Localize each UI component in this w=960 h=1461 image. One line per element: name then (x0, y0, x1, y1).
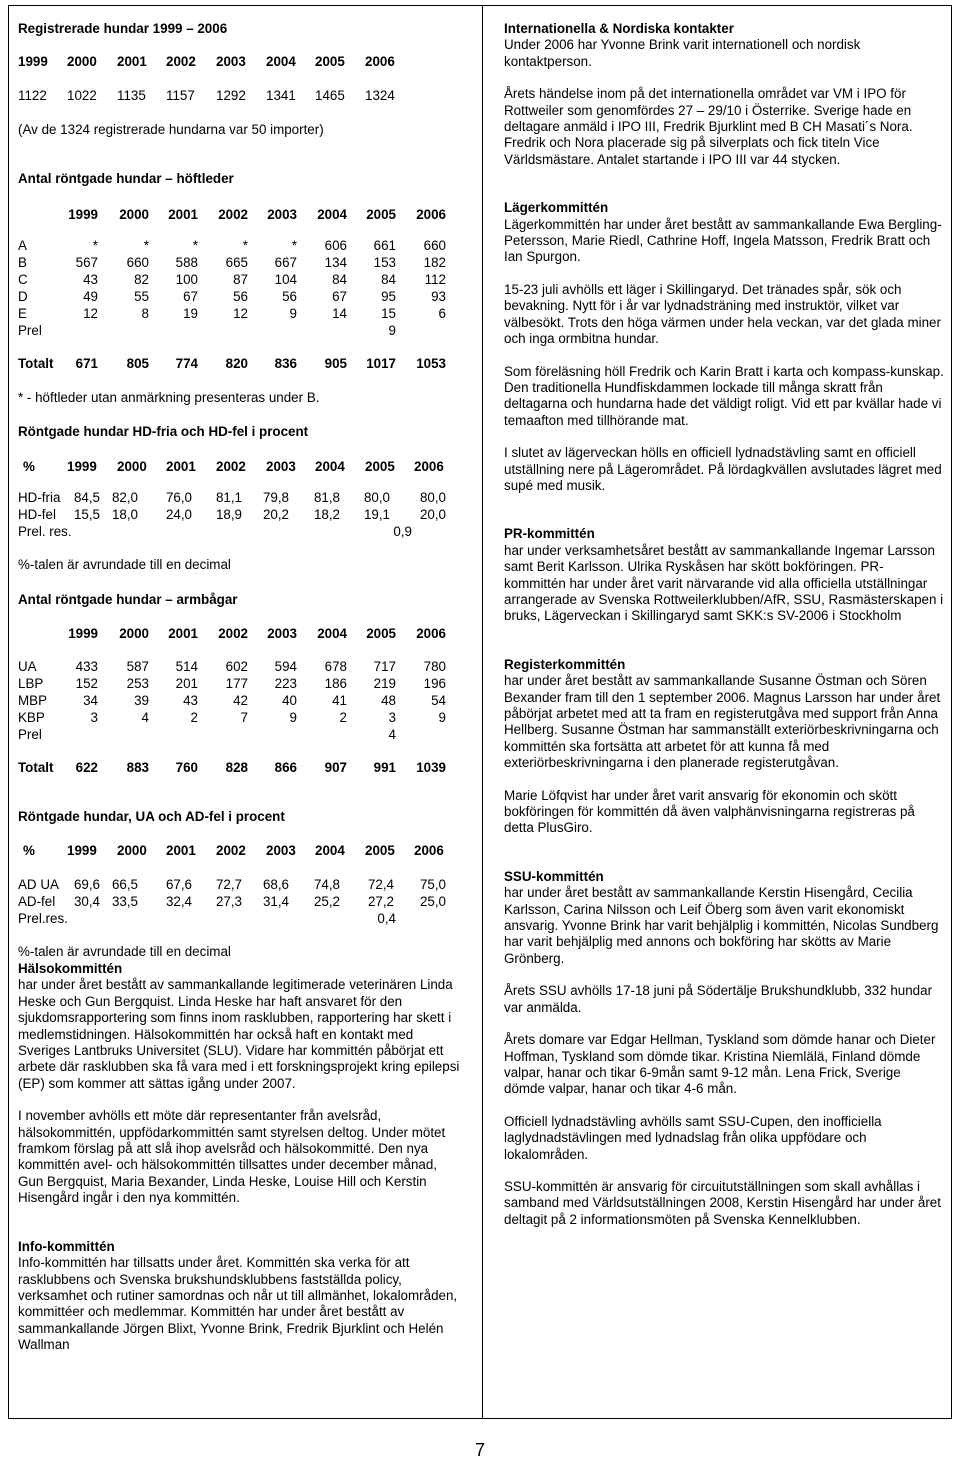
elbow-cell: 594 (274, 659, 297, 674)
info-title: Info-kommittén (18, 1238, 115, 1254)
hd-header-cell: 2000 (117, 459, 147, 474)
hip-footnote: * - höftleder utan anmärkning presenteras under B. (18, 390, 320, 405)
hip-cell: 14 (332, 306, 347, 321)
hip-cell: 661 (373, 238, 396, 253)
ad-cell: 31,4 (262, 894, 289, 909)
elbow-year-header: 2000 (119, 626, 149, 641)
hip-year-header: 1999 (68, 207, 98, 222)
hd-cell: 80,0 (419, 490, 446, 505)
elbow-total-cell: 866 (274, 760, 297, 775)
hd-cell: 18,0 (111, 507, 138, 522)
hip-cell: 100 (175, 272, 198, 287)
reg-year-cell: 2002 (166, 54, 196, 69)
elbow-cell: 433 (75, 659, 98, 674)
elbow-cell: 196 (423, 676, 446, 691)
ad-cell: 67,6 (165, 877, 192, 892)
hip-cell: 87 (233, 272, 248, 287)
reg-title: Registrerade hundar 1999 – 2006 (18, 21, 228, 36)
hip-cell: 134 (324, 255, 347, 270)
elbow-cell: 2 (190, 710, 198, 725)
page-number: 7 (474, 1440, 485, 1460)
elbow-cell: 54 (431, 693, 446, 708)
ad-cell: 25,0 (419, 894, 446, 909)
hip-cell: 82 (134, 272, 149, 287)
hip-cell: 660 (126, 255, 149, 270)
reg-year-cell: 2004 (266, 54, 296, 69)
ad-cell: 66,5 (111, 877, 138, 892)
lager-paragraph-2: 15-23 juli avhölls ett läger i Skillingaryd. Det tränades spår, sök och bevakning. Nytt för i år var lydnadsträning med instruktör, vilket var välbesökt. Trots den höga värmen under hela veckan, var det glada miner och inga ormbitna hundar. (504, 281, 941, 347)
ssu-paragraph-5: SSU-kommittén är ansvarig för circuitutställningen som skall avhållas i samband med Världsutställningen 2008, Kerstin Hisengård har under året deltagit på 2 informationsmöten på Svenska Kennelklubben. (504, 1178, 941, 1227)
hip-cell: * (192, 238, 198, 253)
lager-paragraph-3: Som föreläsning höll Fredrik och Karin Bratt i karta och kompass-kunskap. Den traditionella Hundfiskdammen lockade till många skratt från deltagarna och hundarna hade det väldigt roligt. Vid ett par kvällar hade vi temaafton med tillhörande mat. (504, 363, 944, 428)
elbow-cell: 602 (225, 659, 248, 674)
hd-cell: 0,9 (393, 524, 412, 539)
hip-cell: 84 (381, 272, 396, 287)
elbow-total-cell: 760 (175, 760, 198, 775)
ad-header-cell: 2004 (315, 843, 345, 858)
elbow-total-cell: 883 (126, 760, 149, 775)
hip-cell: 67 (332, 289, 347, 304)
elbow-title: Antal röntgade hundar – armbågar (18, 592, 238, 607)
hip-total-cell: 774 (175, 356, 198, 371)
elbow-year-header: 2006 (416, 626, 446, 641)
hip-cell: 55 (134, 289, 149, 304)
register-paragraph-2: Marie Löfqvist har under året varit ansvarig för ekonomin och skött bokföringen för kommittén då även valphänvisningarna registreras på detta PlusGiro. (504, 787, 915, 836)
hd-row-label: HD-fria (18, 490, 61, 505)
elbow-year-header: 1999 (68, 626, 98, 641)
hip-total-cell: 671 (75, 356, 98, 371)
elbow-year-header: 2005 (366, 626, 396, 641)
reg-note: (Av de 1324 registrerade hundarna var 50 importer) (18, 122, 324, 137)
reg-count-cell: 1465 (315, 88, 345, 103)
elbow-cell: 9 (438, 710, 446, 725)
hd-header-cell: 2001 (166, 459, 196, 474)
reg-year-cell: 2001 (117, 54, 147, 69)
elbow-cell: 186 (324, 676, 347, 691)
elbow-cell: 3 (388, 710, 396, 725)
elbow-cell: 201 (175, 676, 198, 691)
elbow-cell: 219 (373, 676, 396, 691)
reg-count-cell: 1324 (365, 88, 395, 103)
hip-cell: 660 (423, 238, 446, 253)
hip-cell: 606 (324, 238, 347, 253)
hip-cell: 67 (183, 289, 198, 304)
intl-title: Internationella & Nordiska kontakter (504, 21, 734, 36)
reg-count-cell: 1135 (117, 88, 146, 103)
hip-year-header: 2005 (366, 207, 396, 222)
hip-year-header: 2006 (416, 207, 446, 222)
pr-paragraph-1: har under verksamhetsåret bestått av sammankallande Ingemar Larsson samt Berit Karlsson. Ulrika Ryskåsen har skött bokföringen. PR-kommittén har under året varit närvarande vid alla officiella utställningar arrangerade av Svenska Rottweilerklubben/AfR, SSU, Rasmästerskapen i bruks, Lägerveckan i Skillingaryd samt SKK:s SV-2006 i Stockholm (504, 542, 944, 624)
reg-year-cell: 2000 (67, 54, 97, 69)
hip-cell: 95 (381, 289, 396, 304)
reg-year-cell: 1999 (18, 54, 48, 69)
hd-cell: 15,5 (73, 507, 100, 522)
hd-row-label: HD-fel (18, 507, 56, 522)
hd-cell: 18,2 (313, 507, 340, 522)
elbow-cell: 678 (324, 659, 347, 674)
elbow-cell: 43 (183, 693, 198, 708)
elbow-cell: 152 (75, 676, 98, 691)
elbow-year-header: 2002 (218, 626, 248, 641)
hd-header-cell: 2002 (216, 459, 246, 474)
ad-cell: 30,4 (73, 894, 100, 909)
hip-cell: * (291, 238, 297, 253)
left-text-column (18, 961, 466, 1354)
hip-cell: 665 (225, 255, 248, 270)
hip-row-label: A (18, 238, 27, 253)
ad-cell: 27,3 (215, 894, 242, 909)
elbow-cell: 48 (381, 693, 396, 708)
ssu-title: SSU-kommittén (504, 868, 604, 884)
elbow-total-cell: 991 (373, 760, 396, 775)
ad-cell: 72,4 (367, 877, 394, 892)
ad-row-label: AD UA (18, 877, 59, 892)
lager-paragraph-1: Lägerkommittén har under året bestått av sammankallande Ewa Bergling-Petersson, Marie Riedl, Cathrine Hoff, Ingela Matsson, Fredrik Bratt och Ian Spurgon. (504, 216, 942, 265)
ad-title: Röntgade hundar, UA och AD-fel i procent (18, 809, 285, 824)
hd-cell: 81,1 (215, 490, 242, 505)
elbow-total-cell: 622 (75, 760, 98, 775)
elbow-cell: 4 (141, 710, 149, 725)
reg-count-cell: 1122 (18, 88, 47, 103)
ad-header-cell: 2002 (216, 843, 246, 858)
hd-header-cell: % (23, 459, 35, 474)
hip-cell: 43 (83, 272, 98, 287)
ad-header-cell: 2006 (414, 843, 444, 858)
ad-cell: 0,4 (377, 911, 396, 926)
hd-cell: 24,0 (165, 507, 192, 522)
ad-cell: 32,4 (165, 894, 192, 909)
hip-cell: 8 (141, 306, 149, 321)
pr-title: PR-kommittén (504, 526, 595, 542)
hd-header-cell: 2006 (414, 459, 444, 474)
ad-cell: 69,6 (73, 877, 100, 892)
hip-cell: 12 (233, 306, 248, 321)
elbow-cell: 587 (126, 659, 149, 674)
hip-cell: 9 (388, 323, 396, 338)
hip-cell: 104 (274, 272, 297, 287)
hip-year-header: 2004 (317, 207, 347, 222)
hd-title: Röntgade hundar HD-fria och HD-fel i procent (18, 424, 309, 439)
elbow-cell: 223 (274, 676, 297, 691)
hd-cell: 84,5 (73, 490, 100, 505)
hd-cell: 82,0 (111, 490, 138, 505)
hd-cell: 81,8 (313, 490, 340, 505)
hip-row-label: D (18, 289, 28, 304)
hip-cell: 9 (289, 306, 297, 321)
hip-cell: 49 (83, 289, 98, 304)
hip-total-cell: 820 (225, 356, 248, 371)
hip-row-label: E (18, 306, 27, 321)
elbow-row-label: KBP (18, 710, 45, 725)
ad-header-cell: 1999 (67, 843, 97, 858)
hip-total-label: Totalt (18, 356, 54, 371)
halso-paragraph-2: I november avhölls ett möte där representanter från avelsråd, hälsokommittén, uppfödarkommittén samt styrelsen deltog. Under mötet framkom förslag på att slå ihop avelsråd och hälsokommitté. Den nya kommittén avel- och hälsokommittén tillsattes under december månad, Gun Bergquist, Maria Bexander, Linda Heske, Louise Hill och Kerstin Hisengård ingår i den nya kommittén. (18, 1108, 446, 1206)
hd-header-cell: 1999 (67, 459, 97, 474)
reg-year-cell: 2003 (216, 54, 246, 69)
hip-row-label: B (18, 255, 27, 270)
elbow-total-cell: 828 (225, 760, 248, 775)
hip-cell: 6 (438, 306, 446, 321)
elbow-cell: 42 (233, 693, 248, 708)
ad-row-label: AD-fel (18, 894, 56, 909)
ad-note: %-talen är avrundade till en decimal (18, 944, 231, 959)
reg-count-cell: 1157 (166, 88, 195, 103)
hip-title: Antal röntgade hundar – höftleder (18, 171, 234, 186)
ssu-paragraph-4: Officiell lydnadstävling avhölls samt SSU-Cupen, den inofficiella laglydnadstävlingen med lydnadslag från olika uppfödare och lokalområden. (504, 1113, 882, 1162)
elbow-cell: 177 (225, 676, 248, 691)
hip-cell: 588 (175, 255, 198, 270)
intl-paragraph-1: Under 2006 har Yvonne Brink varit internationell och nordisk kontaktperson. (504, 37, 861, 69)
elbow-year-header: 2003 (267, 626, 297, 641)
elbow-row-label: LBP (18, 676, 44, 691)
reg-year-cell: 2005 (315, 54, 345, 69)
hip-total-cell: 1053 (416, 356, 446, 371)
hip-cell: * (92, 238, 98, 253)
ad-cell: 25,2 (313, 894, 340, 909)
info-paragraph-1: Info-kommittén har tillsatts under året. Kommittén ska verka för att rasklubbens och Svenska brukshundsklubbens fastställda policy, verksamhet och rutiner samordnas och når ut till allmänhet, lokalområden, kommittéer och medlemmar. Kommittén har under året bestått av sammankallande Jörgen Blixt, Yvonne Brink, Fredrik Bjurklint och Helén Wallman (18, 1255, 458, 1353)
hd-cell: 80,0 (363, 490, 390, 505)
ssu-paragraph-1: har under året bestått av sammankallande Kerstin Hisengård, Cecilia Karlsson, Carina Nilsson och Leif Öberg som även varit ekonomiskt ansvarig. Yvonne Brink har varit behjälplig i kommittén, Nicolas Sundberg har varit behjälplig med annons och bokföring har skötts av Marie Grönberg. (504, 885, 939, 966)
ad-cell: 74,8 (313, 877, 340, 892)
elbow-cell: 4 (388, 727, 396, 742)
ssu-paragraph-2: Årets SSU avhölls 17-18 juni på Södertälje Brukshundklubb, 332 hundar var anmälda. (504, 983, 933, 1015)
hd-cell: 18,9 (215, 507, 242, 522)
hip-cell: 19 (183, 306, 198, 321)
elbow-cell: 7 (240, 710, 248, 725)
hd-cell: 76,0 (165, 490, 192, 505)
ad-cell: 33,5 (111, 894, 138, 909)
elbow-year-header: 2001 (168, 626, 198, 641)
reg-count-cell: 1292 (216, 88, 246, 103)
ad-cell: 68,6 (262, 877, 289, 892)
elbow-cell: 34 (83, 693, 98, 708)
hip-cell: 56 (233, 289, 248, 304)
hip-cell: 112 (424, 272, 446, 287)
elbow-total-cell: 907 (324, 760, 347, 775)
elbow-total-cell: 1039 (416, 760, 446, 775)
elbow-cell: 2 (339, 710, 347, 725)
hd-header-cell: 2005 (365, 459, 395, 474)
hip-cell: 93 (431, 289, 446, 304)
lager-paragraph-4: I slutet av lägerveckan hölls en officiell lydnadstävling samt en officiell utställning nere på Lägerområdet. På lördagkvällen avslutades lägret med supé med musik. (504, 445, 942, 493)
reg-count-cell: 1022 (67, 88, 97, 103)
halso-paragraph-1: har under året bestått av sammankallande legitimerade veterinären Linda Heske och Gun Bergquist. Linda Heske har haft ansvaret för den sjukdomsrapportering som finns inom rasklubben, rapportering har skett i medlemstidningen. Hälsokommittén har också haft en kontakt med Sveriges Lantbruks Universitet (SLU). Vidare har kommittén påbörjat ett arbete där rasklubben ska få vara med i ett forskningsprojekt kring epilepsi (EP) som kommer att sättas igång under 2007. (18, 977, 460, 1091)
ad-cell: 72,7 (215, 877, 242, 892)
hip-cell: 182 (423, 255, 446, 270)
hip-year-header: 2000 (119, 207, 149, 222)
reg-year-cell: 2006 (365, 54, 395, 69)
ad-header-cell: 2000 (117, 843, 147, 858)
hip-row-label: Prel (18, 323, 42, 338)
hip-year-header: 2002 (218, 207, 248, 222)
elbow-cell: 253 (126, 676, 149, 691)
right-text-column (504, 21, 944, 1228)
ssu-paragraph-3: Årets domare var Edgar Hellman, Tyskland som dömde hanar och Dieter Hoffman, Tyskland som dömde tikar. Kristina Niemlälä, Finland dömde valpar, hanar och tikar 6-9mån samt 9-12 mån. Lena Frick, Sverige dömde valpar, hanar och tikar 4-6 mån. (504, 1032, 936, 1097)
ad-header-cell: 2005 (365, 843, 395, 858)
ad-header-cell: 2003 (266, 843, 296, 858)
hip-cell: 15 (381, 306, 396, 321)
elbow-cell: 3 (90, 710, 98, 725)
hip-cell: 56 (282, 289, 297, 304)
register-title: Registerkommittén (504, 656, 626, 672)
hd-header-cell: 2003 (266, 459, 296, 474)
halso-title: Hälsokommittén (18, 961, 123, 976)
elbow-cell: 514 (175, 659, 198, 674)
hip-cell: * (143, 238, 149, 253)
hd-cell: 19,1 (363, 507, 390, 522)
intl-paragraph-2: Årets händelse inom på det internationella området var VM i IPO för Rottweiler som genomfördes 27 – 29/10 i Österrike. Sverige hade en deltagare anmäld i IPO III, Fredrik Bjurklint med B CH Masati´s Nora. Fredrik och Nora placerade sig på silverplats och fick titeln Vice Världsmästare. Antalet startande i IPO III var 44 stycken. (504, 86, 913, 167)
elbow-row-label: Prel (18, 727, 42, 742)
hip-row-label: C (18, 272, 28, 287)
hip-cell: * (242, 238, 248, 253)
lager-title: Lägerkommittén (504, 200, 609, 216)
ad-cell: 75,0 (419, 877, 446, 892)
elbow-cell: 780 (423, 659, 446, 674)
ad-row-label: Prel.res. (18, 911, 68, 926)
ad-header-cell: % (23, 843, 35, 858)
elbow-year-header: 2004 (317, 626, 347, 641)
hip-cell: 567 (75, 255, 98, 270)
elbow-cell: 39 (134, 693, 149, 708)
ad-cell: 27,2 (367, 894, 394, 909)
elbow-cell: 717 (373, 659, 396, 674)
register-paragraph-1: har under året bestått av sammankallande Susanne Östman och Sören Bexander fram till den 1 september 2006. Magnus Larsson har under året påbörjat arbetet med att ta fram en registerutgåva med support från Anna Hellberg. Susanne Östman har sammanställt exteriörbeskrivningarna och kommittén ska fortsätta att arbetet för att kunna få med exteriörbeskrivningarna i den planerade registerutgåvan. (504, 673, 941, 771)
hip-year-header: 2003 (267, 207, 297, 222)
elbow-cell: 40 (282, 693, 297, 708)
hd-cell: 79,8 (262, 490, 289, 505)
hd-cell: 20,0 (419, 507, 446, 522)
column-divider (482, 5, 483, 1419)
ad-header-cell: 2001 (166, 843, 196, 858)
hip-year-header: 2001 (168, 207, 198, 222)
hd-header-cell: 2004 (315, 459, 345, 474)
hip-total-cell: 805 (126, 356, 149, 371)
hip-total-cell: 1017 (366, 356, 396, 371)
hd-row-label: Prel. res. (18, 524, 72, 539)
hip-cell: 84 (332, 272, 347, 287)
hip-cell: 153 (373, 255, 396, 270)
hip-total-cell: 905 (324, 356, 347, 371)
elbow-cell: 9 (289, 710, 297, 725)
reg-count-cell: 1341 (266, 88, 296, 103)
hip-cell: 12 (83, 306, 98, 321)
hip-total-cell: 836 (274, 356, 297, 371)
hd-cell: 20,2 (262, 507, 289, 522)
hd-note: %-talen är avrundade till en decimal (18, 557, 231, 572)
elbow-cell: 41 (332, 693, 347, 708)
elbow-row-label: UA (18, 659, 37, 674)
elbow-row-label: MBP (18, 693, 48, 708)
elbow-total-label: Totalt (18, 760, 54, 775)
hip-cell: 667 (274, 255, 297, 270)
